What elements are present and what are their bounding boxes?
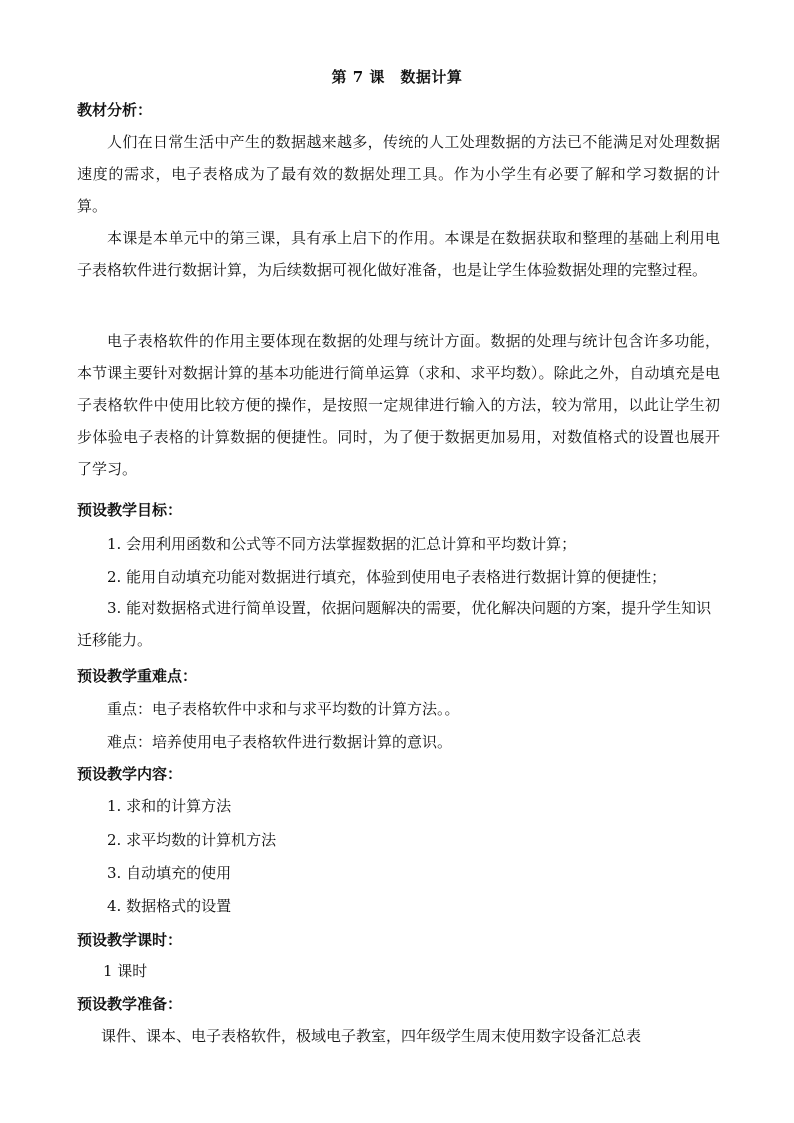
prep-heading: 预设教学准备：: [77, 995, 183, 1013]
content-item-4: 4. 数据格式的设置: [107, 897, 232, 915]
goals-heading: 预设教学目标：: [77, 501, 183, 519]
content-item-2: 2. 求平均数的计算机方法: [107, 831, 277, 849]
keypoint-difficulty: 难点：培养使用电子表格软件进行数据计算的意识。: [107, 733, 453, 751]
content-heading: 预设教学内容：: [77, 765, 183, 783]
page-title: 第 7 课 数据计算: [331, 68, 463, 86]
hours-value: 1 课时: [103, 962, 148, 980]
prep-value: 课件、课本、电子表格软件，极域电子教室，四年级学生周末使用数字设备汇总表: [101, 1027, 642, 1045]
analysis-heading: 教材分析：: [77, 101, 153, 119]
keypoint-key: 重点：电子表格软件中求和与求平均数的计算方法。。: [107, 700, 460, 718]
hours-heading: 预设教学课时：: [77, 931, 183, 949]
keypoints-heading: 预设教学重难点：: [77, 667, 198, 685]
analysis-paragraph-1: 人们在日常生活中产生的数据越来越多，传统的人工处理数据的方法已不能满足对处理数据速度的需求，电子表格成为了最有效的数据处理工具。作为小学生有必要了解和学习数据的计算。: [77, 133, 720, 215]
content-item-1: 1. 求和的计算方法: [107, 797, 232, 815]
content-item-3: 3. 自动填充的使用: [107, 864, 232, 882]
analysis-paragraph-3: 电子表格软件的作用主要体现在数据的处理与统计方面。数据的处理与统计包含许多功能，本节课主要针对数据计算的基本功能进行简单运算（求和、求平均数）。除此之外，自动填充是电子表格软件中使用比较方便的操作，是按照一定规律进行输入的方法，较为常用，以此让学生初步体验电子表格的计算数据的便捷性。同时，为了便于数据更加易用，对数值格式的设置也展开了学习。: [77, 332, 720, 478]
goal-item-3: 3. 能对数据格式进行简单设置，依据问题解决的需要，优化解决问题的方案，提升学生知识迁移能力。: [77, 599, 712, 649]
analysis-paragraph-2: 本课是本单元中的第三课，具有承上启下的作用。本课是在数据获取和整理的基础上利用电子表格软件进行数据计算，为后续数据可视化做好准备，也是让学生体验数据处理的完整过程。: [77, 229, 720, 279]
goal-item-1: 1. 会用利用函数和公式等不同方法掌握数据的汇总计算和平均数计算；: [107, 535, 577, 553]
goal-item-2: 2. 能用自动填充功能对数据进行填充，体验到使用电子表格进行数据计算的便捷性；: [107, 568, 667, 586]
